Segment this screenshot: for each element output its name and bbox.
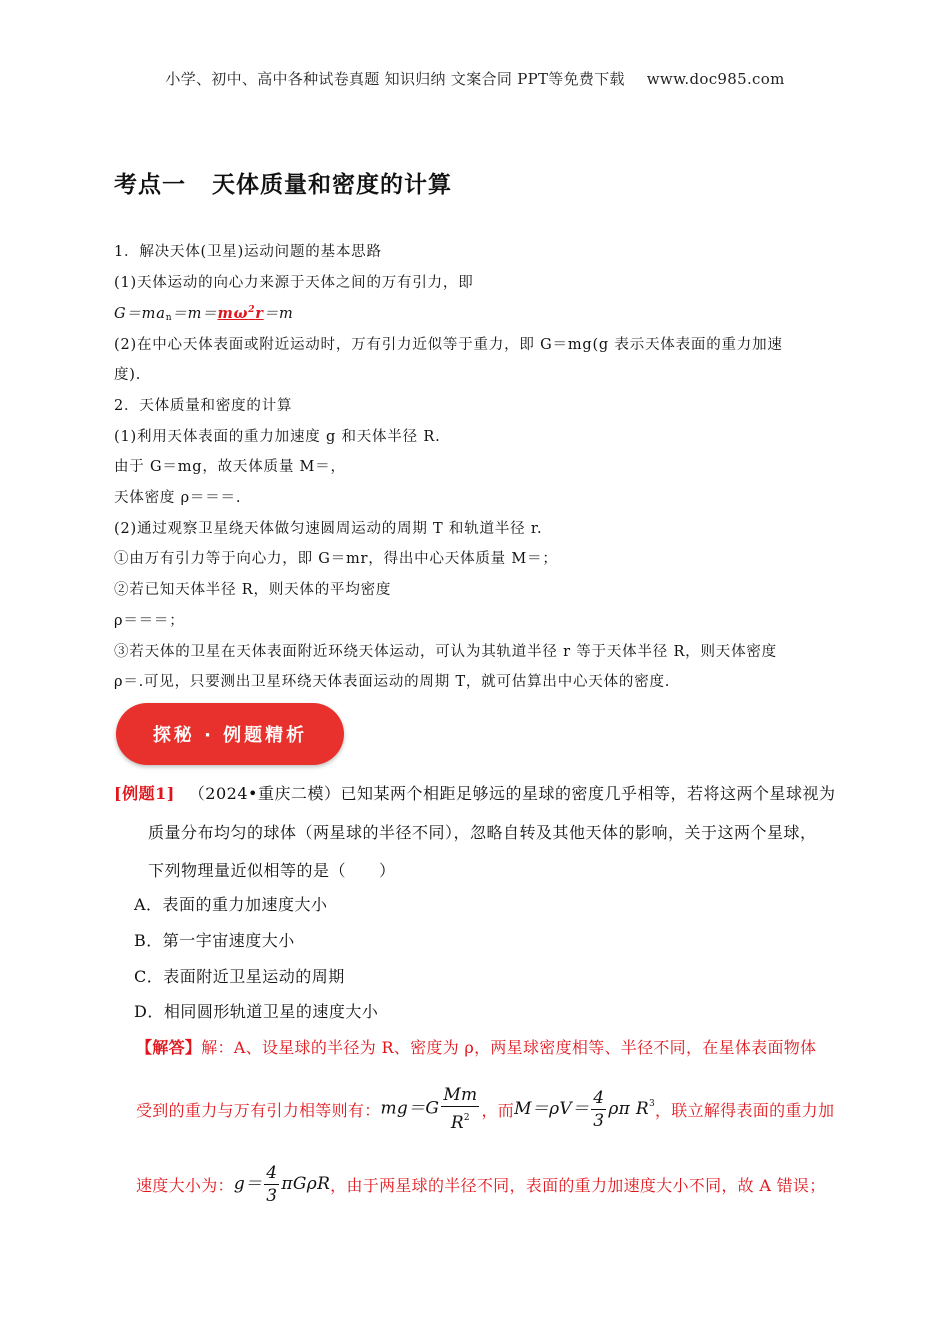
equation-mass: M＝ρV＝ $\frac{4}{3}$ ρπ $R^3$ [514,1087,655,1131]
answer-text-1: 解：A、设星球的半径为 R、密度为 ρ，两星球密度相等、半径不同，在星体表面物体 [201,1038,817,1057]
option-a[interactable]: A．表面的重力加速度大小 [134,895,328,914]
page-header [0,68,950,89]
text-line-11: ①由万有引力等于向心力，即 G＝mr，得出中心天体质量 M＝； [114,551,558,567]
text-line-5: 度). [114,367,142,383]
example-question-line-2: 质量分布均匀的球体（两星球的半径不同），忽略自转及其他天体的影响，关于这两个星球， [148,823,817,842]
example-question-line-1 [114,781,835,804]
example-tag: [例题1] [114,784,175,803]
text-line-1: 1．解决天体(卫星)运动问题的基本思路 [114,244,382,260]
equation-gravity: mg＝G $\frac{Mm}{R^2}$ [380,1085,478,1133]
example-banner [116,703,344,765]
text-line-12: ②若已知天体半径 R，则天体的平均密度 [114,582,392,598]
text-line-15: ρ＝.可见，只要测出卫星环绕天体表面运动的周期 T，就可估算出中心天体的密度. [114,674,671,690]
option-d[interactable]: D．相同圆形轨道卫星的速度大小 [134,1002,379,1021]
formula-part-c: ＝m [263,306,294,322]
answer-tag: 【解答】 [136,1038,202,1057]
formula-part-b: ＝m＝ [172,306,218,322]
text-line-4: (2)在中心天体表面或附近运动时，万有引力近似等于重力，即 G＝mg(g 表示天体表面的重力加速 [114,337,783,353]
example-banner-label: 探秘 · 例题精析 [152,725,308,746]
example-question-line-3: 下列物理量近似相等的是（ ） [148,861,396,880]
text-line-10: (2)通过观察卫星绕天体做匀速圆周运动的周期 T 和轨道半径 r. [114,521,543,537]
formula-subscript: n [165,313,173,323]
answer-text-2-mid: ，而 [481,1100,515,1120]
option-b[interactable]: B．第一宇宙速度大小 [134,931,295,950]
option-c[interactable]: C．表面附近卫星运动的周期 [134,967,345,986]
answer-text-3-pre: 速度大小为： [136,1176,234,1195]
answer-line-2 [136,1084,834,1134]
formula-part-a: G＝ma [114,306,166,322]
answer-text-2-pre: 受到的重力与万有引力相等则有： [136,1100,381,1120]
answer-line-3 [136,1162,826,1207]
text-line-2: (1)天体运动的向心力来源于天体之间的万有引力，即 [114,275,474,291]
example-question-text-1: （2024•重庆二模）已知某两个相距足够远的星球的密度几乎相等，若将这两个星球视为 [188,784,836,803]
formula-highlight: $m\omega^2r$ [217,305,264,322]
text-line-9: 天体密度 ρ＝＝＝. [114,490,242,506]
text-line-14: ③若天体的卫星在天体表面附近环绕天体运动，可认为其轨道半径 r 等于天体半径 R，则天体密度 [114,644,777,660]
section-title-text: 天体质量和密度的计算 [212,172,452,198]
formula-line [114,302,294,323]
text-line-6: 2．天体质量和密度的计算 [114,398,293,414]
section-title [114,166,452,199]
answer-line-1 [136,1035,816,1058]
equation-surface-gravity: g＝ $\frac{4}{3}$ πGρR [233,1163,331,1206]
text-line-8: 由于 G＝mg，故天体质量 M＝， [114,459,346,475]
header-site[interactable]: www.doc985.com [646,70,785,88]
text-line-13: ρ＝＝＝； [114,613,185,629]
header-text: 小学、初中、高中各种试卷真题 知识归纳 文案合同 PPT等免费下载 [165,70,625,88]
section-title-number: 考点一 [114,172,186,198]
answer-text-3-post: ，由于两星球的半径不同，表面的重力加速度大小不同，故 A 错误； [330,1176,826,1195]
answer-text-2-post: ，联立解得表面的重力加 [654,1100,835,1120]
text-line-7: (1)利用天体表面的重力加速度 g 和天体半径 R. [114,429,441,445]
